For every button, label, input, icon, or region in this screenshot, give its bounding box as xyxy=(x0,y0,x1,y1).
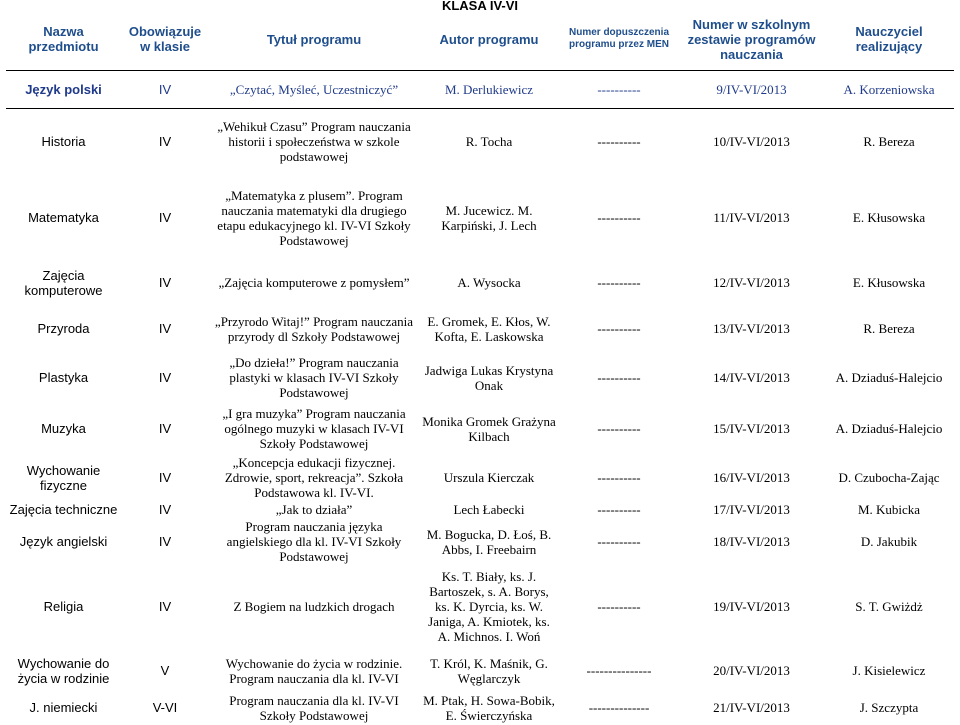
program-title-cell: Program nauczania języka angielskiego dla kl. IV-VI Szkoły Podstawowej xyxy=(226,519,402,564)
subject-cell: Plastyka xyxy=(38,370,89,385)
men-number-cell: ---------- xyxy=(559,71,679,109)
school-number-cell: 17/IV-VI/2013 xyxy=(713,502,790,517)
table-row xyxy=(6,109,954,175)
author-cell: R. Tocha xyxy=(465,134,513,150)
school-number-cell: 20/IV-VI/2013 xyxy=(713,663,790,678)
program-title-cell: Wychowanie do życia w rodzinie. Program nauczania dla kl. IV-VI xyxy=(225,655,403,686)
men-number-cell: ---------- xyxy=(597,321,641,336)
header-row xyxy=(6,8,954,71)
men-number-cell: ---------- xyxy=(597,134,641,150)
subject-cell: Wychowanie fizyczne xyxy=(26,462,101,493)
school-number-cell: 18/IV-VI/2013 xyxy=(713,534,790,549)
school-number-cell: 13/IV-VI/2013 xyxy=(713,321,790,336)
subject-cell: Przyroda xyxy=(37,321,90,336)
teacher-cell: J. Szczypta xyxy=(859,700,919,715)
author-cell: T. Król, K. Maśnik, G. Węglarczyk xyxy=(430,655,548,686)
teacher-cell: A. Dziaduś-Halejcio xyxy=(835,370,943,385)
teacher-cell: M. Kubicka xyxy=(857,502,921,517)
teacher-cell: J. Kisielewicz xyxy=(852,663,926,678)
school-number-cell: 15/IV-VI/2013 xyxy=(713,421,790,436)
table-row xyxy=(6,71,954,109)
men-number-cell: ---------- xyxy=(597,534,641,549)
subject-cell: Wychowanie do życia w rodzinie xyxy=(17,655,110,686)
class-cell: IV xyxy=(158,599,172,614)
author-cell: M. Jucewicz. M. Karpiński, J. Lech xyxy=(441,202,537,233)
table-row xyxy=(6,403,954,455)
men-number-cell: ---------- xyxy=(597,421,641,436)
men-number-cell: -------------- xyxy=(588,700,650,715)
class-cell: IV xyxy=(158,421,172,436)
header-teacher: Nauczyciel realizujący xyxy=(824,8,954,71)
school-number-cell: 19/IV-VI/2013 xyxy=(713,599,790,614)
school-number-cell: 21/IV-VI/2013 xyxy=(713,700,790,715)
author-cell: M. Derlukiewicz xyxy=(419,71,559,109)
school-number-cell: 11/IV-VI/2013 xyxy=(713,210,790,225)
subject-cell: J. niemiecki xyxy=(29,700,98,715)
table-row xyxy=(6,175,954,261)
program-title-cell: „Zajęcia komputerowe z pomysłem” xyxy=(218,275,410,290)
header-school-number: Numer w szkolnym zestawie programów nauczania xyxy=(679,8,824,71)
teacher-cell: A. Dziaduś-Halejcio xyxy=(835,421,943,436)
class-cell: IV xyxy=(158,370,172,385)
author-cell: Jadwiga Lukas Krystyna Onak xyxy=(424,362,554,393)
class-cell: IV xyxy=(158,275,172,290)
teacher-cell: D. Czubocha-Zając xyxy=(838,470,940,485)
subject-cell: Zajęcia komputerowe xyxy=(24,267,103,298)
men-number-cell: ---------- xyxy=(597,370,641,385)
men-number-cell: ---------- xyxy=(597,470,641,485)
table-row xyxy=(6,519,954,565)
teacher-cell: S. T. Gwiżdż xyxy=(855,599,923,614)
subject-cell: Religia xyxy=(43,599,84,614)
teacher-cell: R. Bereza xyxy=(863,134,915,150)
author-cell: Monika Gromek Grażyna Kilbach xyxy=(422,413,556,444)
author-cell: M. Ptak, H. Sowa-Bobik, E. Świerczyńska xyxy=(423,692,555,723)
subject-cell: Matematyka xyxy=(28,210,99,225)
subject-cell: Zajęcia techniczne xyxy=(9,502,118,517)
table-row xyxy=(6,565,954,649)
subject-cell: Historia xyxy=(41,134,86,150)
teacher-cell: E. Kłusowska xyxy=(852,210,926,225)
school-number-cell: 10/IV-VI/2013 xyxy=(713,134,790,150)
teacher-cell: E. Kłusowska xyxy=(852,275,926,290)
header-program-title: Tytuł programu xyxy=(209,8,419,71)
school-number-cell: 16/IV-VI/2013 xyxy=(713,470,790,485)
class-cell: V-VI xyxy=(152,700,178,715)
program-title-cell: „Koncepcja edukacji fizycznej. Zdrowie, sport, rekreacja”. Szkoła Podstawowa kl. IV-VI. xyxy=(224,455,404,500)
table-row xyxy=(6,305,954,353)
table-row xyxy=(6,261,954,305)
header-author: Autor programu xyxy=(419,8,559,71)
author-cell: Ks. T. Biały, ks. J. Bartoszek, s. A. Borys, ks. K. Dyrcia, ks. W. Janiga, A. Kmiotek, ks. A. Michnos. I. Woń xyxy=(428,569,550,644)
page-title: KLASA IV-VI xyxy=(441,0,519,13)
school-number-cell: 14/IV-VI/2013 xyxy=(713,370,790,385)
program-title-cell: „Czytać, Myśleć, Uczestniczyć” xyxy=(209,71,419,109)
table-row xyxy=(6,501,954,519)
men-number-cell: ---------- xyxy=(597,599,641,614)
author-cell: A. Wysocka xyxy=(457,275,521,290)
subject-cell: Język angielski xyxy=(19,534,108,549)
men-number-cell: ---------- xyxy=(597,275,641,290)
teacher-cell: A. Korzeniowska xyxy=(824,71,954,109)
program-title-cell: „Do dzieła!” Program nauczania plastyki w klasach IV-VI Szkoły Podstawowej xyxy=(229,355,399,400)
men-number-cell: ---------- xyxy=(597,210,641,225)
program-title-cell: „Matematyka z plusem”. Program nauczania matematyki dla drugiego etapu edukacyjnego kl. IV-VI Szkoły Podstawowej xyxy=(217,187,411,248)
class-cell: IV xyxy=(158,470,172,485)
table-row xyxy=(6,693,954,723)
author-cell: Lech Łabecki xyxy=(453,502,525,517)
subject-cell: Język polski xyxy=(6,71,121,109)
header-subject: Nazwa przedmiotu xyxy=(6,8,121,71)
men-number-cell: ---------- xyxy=(597,502,641,517)
program-title-cell: „Wehikuł Czasu” Program nauczania historii i społeczeństwa w szkole podstawowej xyxy=(217,119,411,165)
school-number-cell: 9/IV-VI/2013 xyxy=(679,71,824,109)
table-row xyxy=(6,353,954,403)
teacher-cell: R. Bereza xyxy=(863,321,915,336)
class-cell: IV xyxy=(158,534,172,549)
program-title-cell: Program nauczania dla kl. IV-VI Szkoły Podstawowej xyxy=(229,692,399,723)
class-cell: IV xyxy=(158,321,172,336)
men-number-cell: --------------- xyxy=(586,663,652,678)
table-row xyxy=(6,455,954,501)
author-cell: Urszula Kierczak xyxy=(443,470,535,485)
header-class: Obowiązuje w klasie xyxy=(121,8,209,71)
table-row xyxy=(6,649,954,693)
program-title-cell: „I gra muzyka” Program nauczania ogólnego muzyki w klasach IV-VI Szkoły Podstawowej xyxy=(222,406,406,451)
subject-cell: Muzyka xyxy=(41,421,86,436)
program-title-cell: „Jak to działa” xyxy=(275,502,353,517)
school-number-cell: 12/IV-VI/2013 xyxy=(713,275,790,290)
author-cell: E. Gromek, E. Kłos, W. Kofta, E. Laskowska xyxy=(427,313,551,344)
class-cell: IV xyxy=(158,210,172,225)
program-title-cell: „Przyrodo Witaj!” Program nauczania przyrody dl Szkoły Podstawowej xyxy=(214,313,414,344)
header-men-number: Numer dopuszczenia programu przez MEN xyxy=(559,8,679,71)
class-cell: IV xyxy=(121,71,209,109)
class-cell: V xyxy=(160,663,170,678)
author-cell: M. Bogucka, D. Łoś, B. Abbs, I. Freebairn xyxy=(426,526,552,557)
class-cell: IV xyxy=(158,502,172,517)
curriculum-table xyxy=(6,8,954,723)
program-title-cell: Z Bogiem na ludzkich drogach xyxy=(233,599,395,614)
teacher-cell: D. Jakubik xyxy=(860,534,918,549)
class-cell: IV xyxy=(158,134,172,150)
